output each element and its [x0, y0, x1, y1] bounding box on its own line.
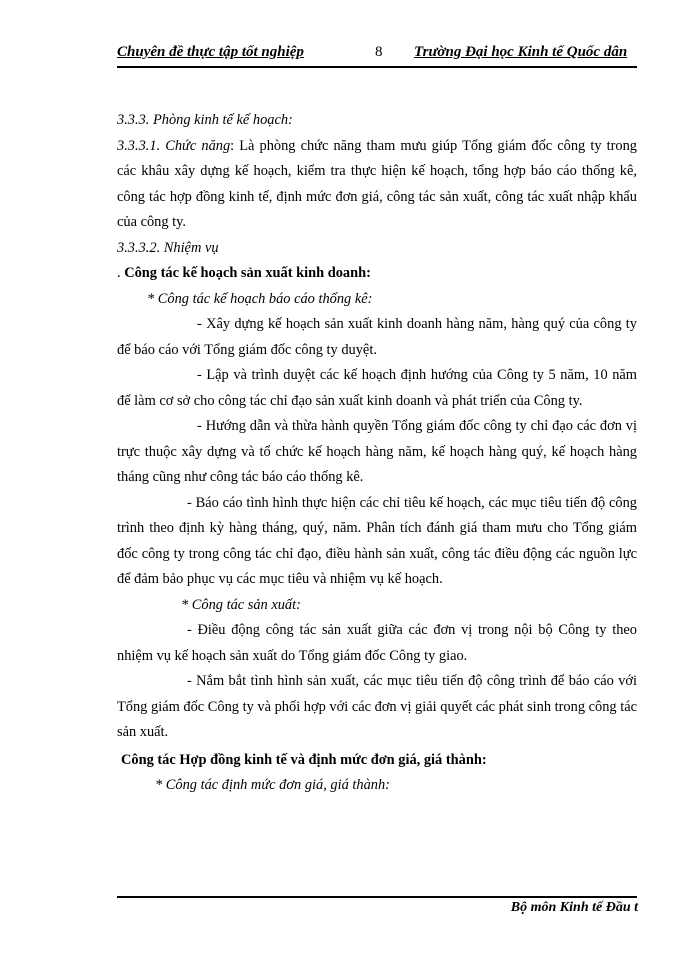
report-subheading: * Công tác kế hoạch báo cáo thống kê:	[147, 290, 373, 307]
production-item-2: - Nắm bắt tình hình sản xuất, các mục tiêu tiến độ công trình để báo cáo với Tổng giám đốc Công ty và phối hợp với các đơn vị giải quyết các phát sinh trong công tác sản xuất.	[117, 673, 637, 740]
function-text: : Là phòng chức năng tham mưu giúp Tổng giám đốc công ty trong các khâu xây dựng kế hoạch, kiểm tra thực hiện kế hoạch, tổng hợp báo cáo thống kê, công tác hợp đồng kinh tế, định mức đơn giá, công tác sản xuất, công tác xuất nhập khẩu của công ty.	[117, 137, 637, 230]
report-item-4: - Báo cáo tình hình thực hiện các chỉ tiêu kế hoạch, các mục tiêu tiến độ công trình theo định kỳ hàng tháng, quý, năm. Phân tích đánh giá tham mưu cho Tổng giám đốc công ty trong công tác chỉ đạo, điều hành sản xuất, công tác điều động các nguồn lực để đảm bảo phục vụ các mục tiêu và nhiệm vụ kế hoạch.	[117, 494, 637, 587]
header-divider	[117, 66, 637, 68]
function-paragraph	[117, 134, 637, 236]
production-item-1: - Điều động công tác sản xuất giữa các đơn vị trong nội bộ Công ty theo nhiệm vụ kế hoạch sản xuất do Tổng giám đốc Công ty giao.	[117, 622, 637, 664]
report-item-1: - Xây dựng kế hoạch sản xuất kinh doanh hàng năm, hàng quý của công ty để báo cáo với Tổng giám đốc công ty duyệt.	[117, 316, 637, 358]
planning-heading: Công tác kế hoạch sản xuất kinh doanh:	[124, 265, 371, 281]
page-header	[117, 44, 637, 66]
header-page-number: 8	[375, 44, 383, 60]
planning-heading-line	[117, 261, 637, 287]
document-body	[117, 108, 637, 799]
header-university: Trường Đại học Kinh tế Quốc dân	[414, 44, 628, 60]
planning-bullet: .	[117, 265, 125, 281]
production-subheading: * Công tác sản xuất:	[181, 596, 301, 613]
function-label: 3.3.3.1. Chức năng	[117, 137, 231, 154]
page-footer: Bộ môn Kinh tế Đầu t	[510, 900, 638, 915]
contract-heading: Công tác Hợp đồng kinh tế và định mức đơn giá, giá thành:	[121, 751, 487, 768]
duty-heading: 3.3.3.2. Nhiệm vụ	[117, 239, 219, 256]
footer-divider	[117, 896, 637, 898]
pricing-subheading: * Công tác định mức đơn giá, giá thành:	[155, 777, 390, 793]
header-thesis-title: Chuyên đề thực tập tốt nghiệp	[117, 44, 304, 60]
report-item-2: - Lập và trình duyệt các kế hoạch định hướng của Công ty 5 năm, 10 năm để làm cơ sở cho công tác chỉ đạo sản xuất kinh doanh và phát triển của Công ty.	[117, 367, 637, 409]
section-title: 3.3.3. Phòng kinh tế kế hoạch:	[117, 112, 293, 128]
report-item-3: - Hướng dẫn và thừa hành quyền Tổng giám đốc công ty chỉ đạo các đơn vị trực thuộc xây dựng và tổ chức kế hoạch hàng năm, kế hoạch hàng quý, kế hoạch hàng tháng cũng như công tác báo cáo thống kê.	[117, 418, 637, 485]
